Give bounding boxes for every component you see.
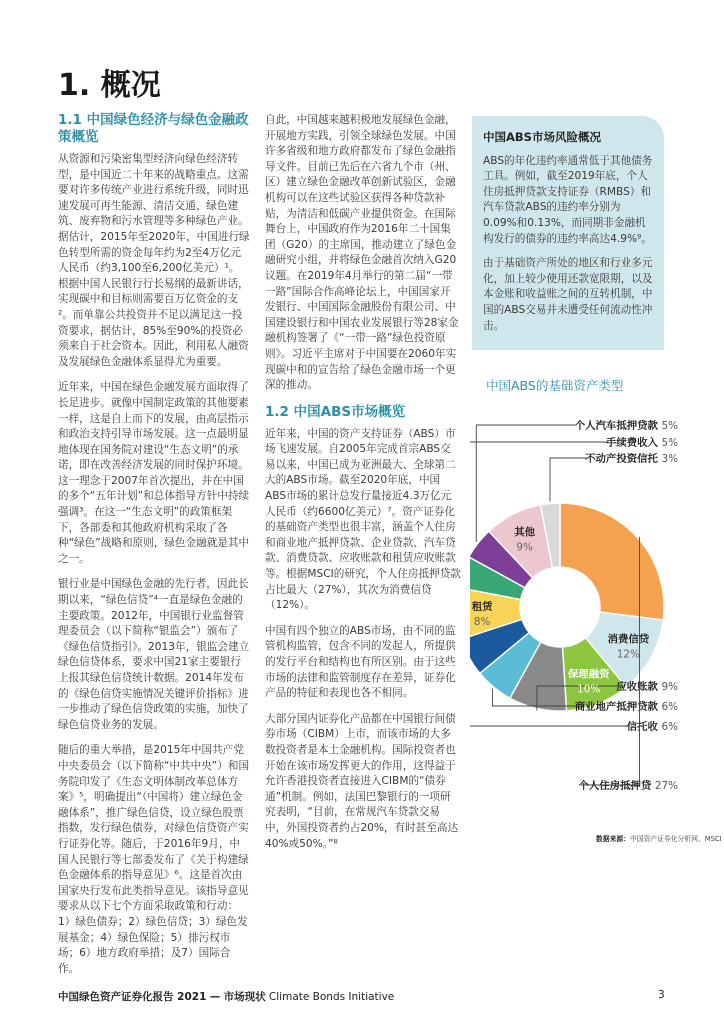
paragraph: 大部分国内证券化产品都在中国银行间债券市场（CIBM）上市，而该市场的大多数投资者是本土金融机构。国际投资者也开始在该市场发挥更大的作用，这得益于允许香港投资者直接进入CIBM的“债券通”机制。例如，法国巴黎银行的一项研究表明，“目前，在常规汽车贷款交易中，外国投资者约占20%，有时甚至高达40%或50%。”⁸ (265, 712, 459, 850)
footer-org: Climate Bonds Initiative (268, 991, 395, 1003)
slice-label-3 (616, 680, 678, 693)
pie-slice-0 (560, 503, 664, 620)
slice-label-8 (575, 419, 678, 432)
slice-label-name: 个人住房抵押贷 (578, 780, 655, 792)
slice-label-name: 不动产投资信托 (585, 453, 662, 465)
slice-label-value: 5% (661, 437, 678, 449)
chart-title: 中国ABS的基础资产类型 (486, 378, 624, 393)
source-text: 中国资产证券化分析网，MSCI (629, 835, 722, 843)
leader-line-10 (550, 458, 587, 501)
slice-inner-label-2: 保理融资 (567, 668, 610, 681)
slice-inner-value-2: 10% (577, 683, 601, 696)
slice-inner-label-9: 其他 (514, 526, 535, 539)
page-footer (58, 989, 394, 1004)
slice-label-value: 5% (661, 420, 678, 432)
footer-separator: — (209, 991, 221, 1003)
risk-box-title: 中国ABS市场风险概况 (483, 130, 601, 144)
abs-asset-type-pie-chart (470, 395, 680, 835)
slice-inner-label-6: 租赁 (471, 600, 493, 613)
risk-box-paragraph: 由于基础资产所处的地区和行业多元化，加上较少使用还款宽限期，以及本金账和收益账之间的互转机制，中国的ABS交易并未遭受任何流动性冲击。 (483, 257, 653, 332)
page-number: 3 (658, 989, 665, 1001)
paragraph: 近年来，中国的资产支持证券（ABS）市场飞速发展。自2005年完成首宗ABS交易以来，中国已成为亚洲最大、全球第二大的ABS市场。截至2020年底，中国ABS市场的累计总发行量接近4.3万亿元人民币（约6600亿美元）⁷。资产证券化的基础资产类型也很丰富，涵盖个人住房和商业地产抵押贷款、企业贷款、汽车贷款、消费贷款、应收账款和租赁应收账款等。根据MSCI的研究，个人住房抵押贷款占比最大（27%），其次为消费信贷（12%）。 (265, 427, 461, 612)
slice-label-value: 6% (661, 721, 678, 733)
paragraph: 近年来，中国在绿色金融发展方面取得了长足进步。就像中国制定政策的其他要素一样，这是自上而下的发展，由高层指示和政治支持引导市场发展。这一点最明显地体现在国务院对建设“生态文明”的承诺，即在改善经济发展的同时保护环境。这一理念于2007年首次提出，并在中国的多个“五年计划”和总体指导方针中持续强调³。在这一“生态文明”的政策框架下，各部委和其他政府机构采取了各种“绿色”战略和原则，绿色金融就是其中之一。 (58, 381, 250, 565)
slice-inner-value-1: 12% (616, 648, 640, 661)
slice-label-5 (627, 720, 678, 733)
risk-box-paragraph: ABS的年化违约率通常低于其他债务工具。例如，截至2019年底，个人住房抵押贷款支持证券（RMBS）和汽车贷款ABS的违约率分别为0.09%和0.13%，而同期非金融机构发行的债券的违约率高达4.9%⁹。 (483, 154, 653, 245)
slice-inner-value-6: 8% (473, 615, 491, 628)
slice-label-7 (606, 436, 678, 449)
footer-report: 中国绿色资产证券化报告 2021 (58, 991, 207, 1003)
slice-label-10 (585, 452, 678, 465)
section-heading-1-1: 1.1 中国绿色经济与绿色金融政策概览 (58, 112, 249, 145)
slice-inner-label-1: 消费信贷 (607, 633, 650, 646)
slice-label-name: 信托收 (626, 721, 662, 733)
slice-label-value: 6% (661, 701, 678, 713)
slice-label-value: 27% (654, 780, 678, 792)
slice-label-name: 手续费收入 (605, 437, 662, 449)
slice-label-name: 个人汽车抵押贷款 (574, 420, 662, 432)
paragraph: 随后的重大举措，是2015年中国共产党中央委员会（以下简称“中共中央”）和国务院印发了《生态文明体制改革总体方案》⁵，明确提出“（中国将）建立绿色金融体系”，推广绿色信贷，设立绿色股票指数，发行绿色债券，对绿色信贷资产实行证券化等。随后，于2016年9月，中国人民银行等七部委发布了《关于构建绿色金融体系的指导意见》⁶。这是首次由国家央行发布此类指导意见。该指导意见要求从以下七个方面采取政策和行动：1）绿色债券；2）绿色信贷；3）绿色发展基金；4）绿色保险；5）排污权市场；6）地方政府举措；及7）国际合作。 (58, 744, 250, 975)
page-title: 1. 概况 (58, 68, 161, 103)
chart-source (596, 833, 722, 843)
column-1 (58, 112, 250, 987)
slice-label-4 (575, 700, 678, 713)
slice-label-name: 商业地产抵押贷款 (574, 701, 662, 713)
slice-label-name: 应收账款 (616, 681, 662, 693)
footer-section: 市场现状 (223, 991, 266, 1003)
slice-label-value: 9% (661, 681, 678, 693)
paragraph: 从资源和污染密集型经济向绿色经济转型，是中国近二十年来的战略重点。这需要对许多传统产业进行系统升级，同时迅速发展可再生能源、清洁交通、绿色建筑、废弃物和污水管理等多种绿色产业。据估计，2015年至2020年，中国进行绿色转型所需的资金每年约为2至4万亿元人民币（约3,100至6,200亿美元）¹。根据中国人民银行行长易纲的最新讲话，实现碳中和目标则需要百万亿资金的支²。而单靠公共投资并不足以满足这一投资要求，据估计，85%至90%的投资必须来自于社会资本。因此，利用私人融资及发展绿色金融体系显得尤为重要。 (58, 153, 250, 368)
slice-label-value: 3% (661, 453, 678, 465)
slice-inner-value-9: 9% (516, 541, 533, 554)
paragraph: 自此，中国越来越积极地发展绿色金融，开展地方实践，引领全球绿色发展。中国许多省级和地方政府都发布了绿色金融指导文件。目前已先后在六省九个市（州、区）建立绿色金融改革创新试验区，金融机构可以在这些试验区获得各种贷款补贴，为清洁和低碳产业提供资金。在国际舞台上，中国政府作为2016年二十国集团（G20）的主席国，推动建立了绿色金融研究小组，并将绿色金融首次纳入G20议题。在2019年4月举行的第二届“一带一路”国际合作高峰论坛上，中国国家开发银行、中国国际金融股份有限公司、中国建设银行和中国农业发展银行等28家金融机构签署了《“一带一路”绿色投资原则》。习近平主席对于中国要在2060年实现碳中和的宣告给了绿色金融市场一个更深的推动。 (265, 114, 459, 392)
paragraph: 中国有四个独立的ABS市场，由不同的监管机构监管，包含不同的发起人，所提供的发行平台和结构也有所区别。由于这些市场的法律和监管制度存在差异，证券化产品的特征和表现也各不相同。 (265, 624, 456, 700)
slice-label-0 (579, 779, 679, 792)
column-2 (265, 113, 461, 862)
risk-overview-box (472, 116, 664, 350)
source-label: 数据来源： (596, 835, 630, 843)
paragraph: 银行业是中国绿色金融的先行者，因此长期以来，“绿色信贷”⁴一直是绿色金融的主要政策。2012年，中国银行业监督管理委员会（以下简称“银监会”）颁布了《绿色信贷指引》。2013年，银监会建立绿色信贷体系，要求中国21家主要银行上报其绿色信贷统计数据。2014年发布的《绿色信贷实施情况关键评价指标》进一步推动了绿色信贷政策的实施，加快了绿色信贷业务的发展。 (58, 578, 250, 731)
section-heading-1-2: 1.2 中国ABS市场概览 (265, 403, 406, 420)
